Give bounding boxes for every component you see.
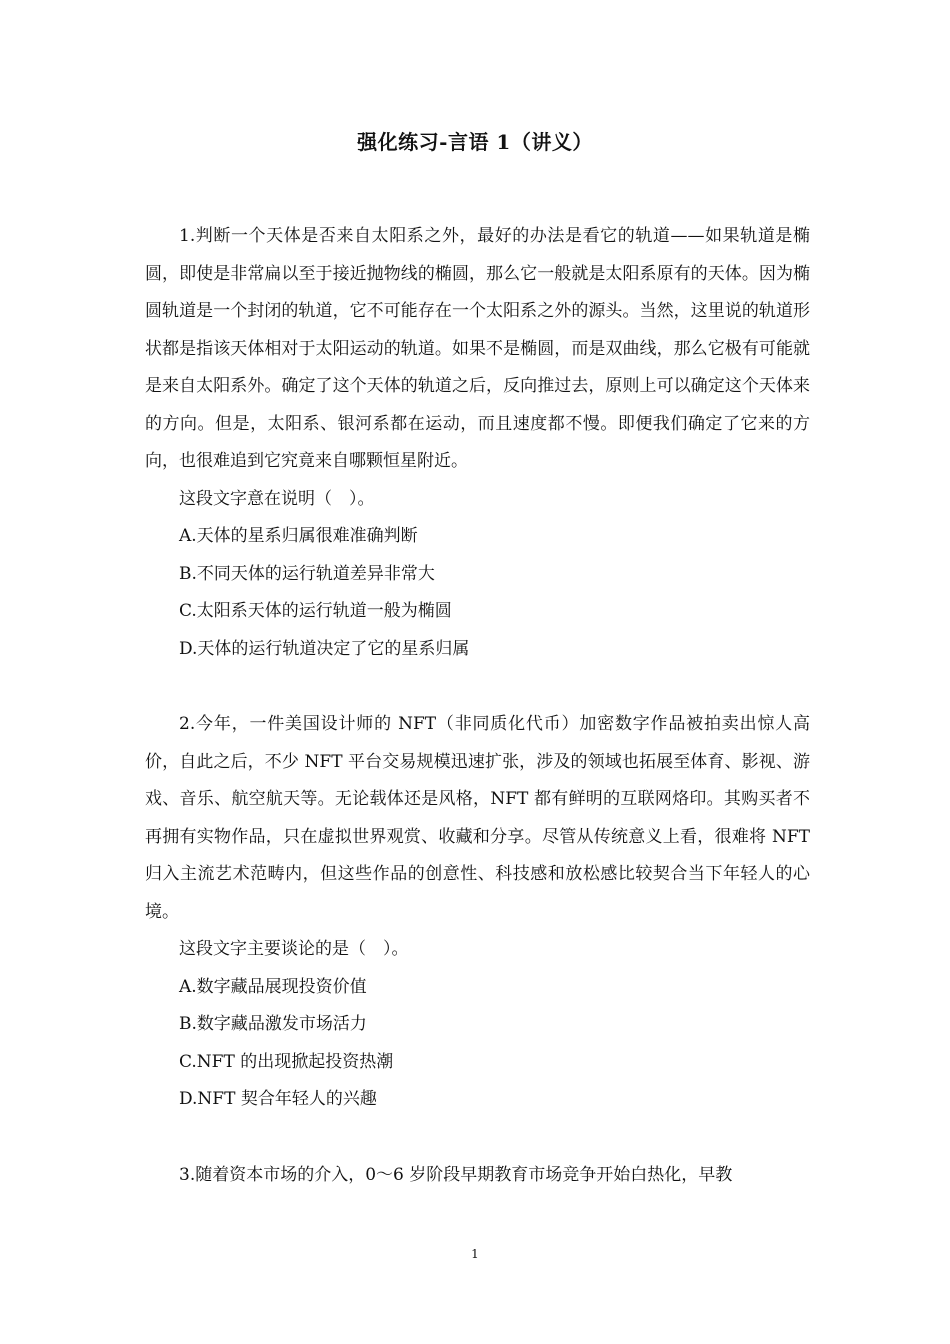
question-1-option-a: A.天体的星系归属很难准确判断 <box>179 526 418 546</box>
document-content <box>145 218 810 1194</box>
document-title: 强化练习-言语 1（讲义） <box>357 130 593 154</box>
question-1-stem: 1.判断一个天体是否来自太阳系之外，最好的办法是看它的轨道——如果轨道是椭圆，即使是非常扁以至于接近抛物线的椭圆，那么它一般就是太阳系原有的天体。因为椭圆轨道是一个封闭的轨道，它不可能存在一个太阳系之外的源头。当然，这里说的轨道形状都是指该天体相对于太阳运动的轨道。如果不是椭圆，而是双曲线，那么它极有可能就是来自太阳系外。确定了这个天体的轨道之后，反向推过去，原则上可以确定这个天体来的方向。但是，太阳系、银河系都在运动，而且速度都不慢。即便我们确定了它来的方向，也很难追到它究竟来自哪颗恒星附近。 <box>145 226 810 471</box>
question-2-option-c: C.NFT 的出现掀起投资热潮 <box>179 1051 394 1072</box>
page-number: 1 <box>471 1247 479 1261</box>
question-3-stem: 3.随着资本市场的介入，0～6 岁阶段早期教育市场竞争开始白热化，早教 <box>179 1164 733 1185</box>
question-2-option-d: D.NFT 契合年轻人的兴趣 <box>179 1089 377 1109</box>
question-2-option-a: A.数字藏品展现投资价值 <box>179 976 367 997</box>
question-3 <box>145 1157 810 1195</box>
question-1-option-d: D.天体的运行轨道决定了它的星系归属 <box>179 638 470 659</box>
question-1-option-c: C.太阳系天体的运行轨道一般为椭圆 <box>179 601 452 621</box>
question-spacer <box>145 668 810 706</box>
question-spacer <box>145 1119 810 1157</box>
question-2-stem: 2.今年，一件美国设计师的 NFT（非同质化代币）加密数字作品被拍卖出惊人高价，自此之后，不少 NFT 平台交易规模迅速扩张，涉及的领域也拓展至体育、影视、游戏、音乐、航空航天等。无论载体还是风格，NFT 都有鲜明的互联网烙印。其购买者不再拥有实物作品，只在虚拟世界观赏、收藏和分享。尽管从传统意义上看，很难将 NFT 归入主流艺术范畴内，但这些作品的创意性、科技感和放松感比较契合当下年轻人的心境。 <box>145 714 810 922</box>
question-1-prompt: 这段文字意在说明（ ）。 <box>179 488 375 509</box>
question-2-option-b: B.数字藏品激发市场活力 <box>179 1014 367 1034</box>
question-2 <box>145 706 810 1119</box>
question-2-prompt: 这段文字主要谈论的是（ ）。 <box>179 939 409 959</box>
question-1 <box>145 218 810 668</box>
question-1-option-b: B.不同天体的运行轨道差异非常大 <box>179 563 435 584</box>
